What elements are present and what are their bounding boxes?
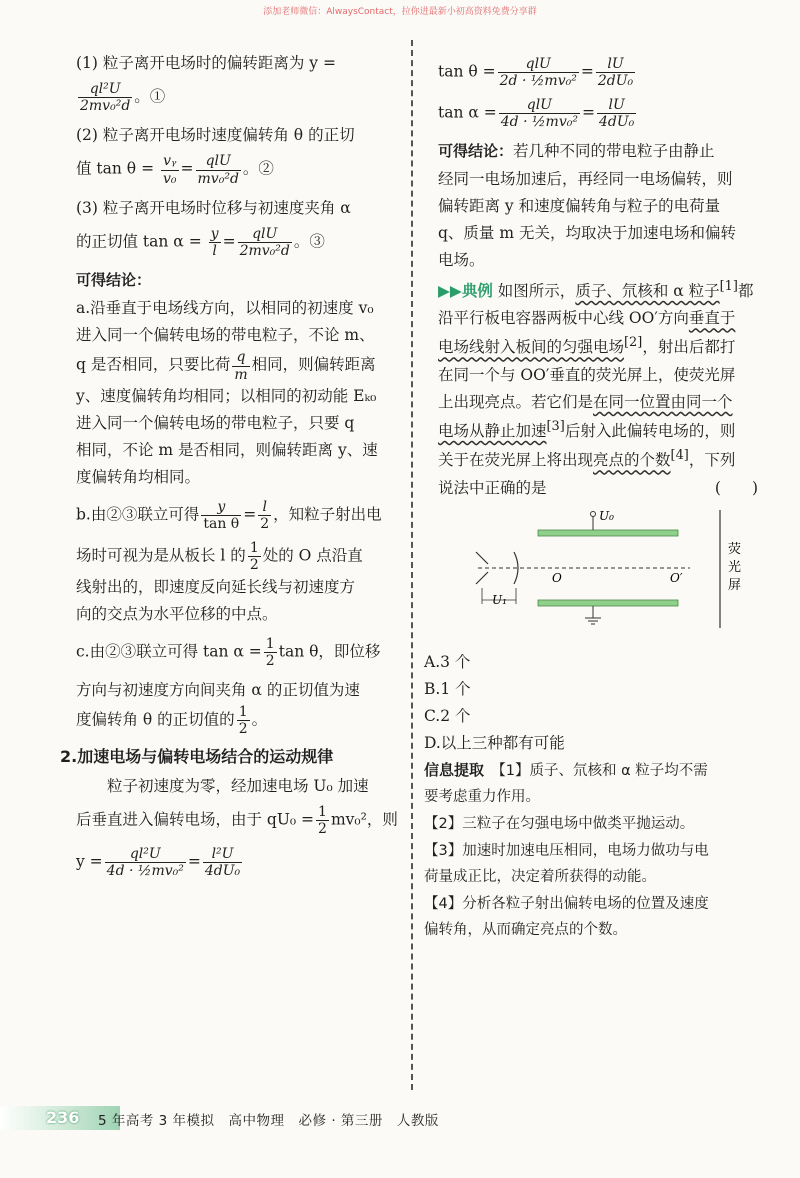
conclusion-b: b.由②③联立可得 $\frac{y}{\text{tan θ}}$ = $\frac{l}{2}$ ，知粒子射出电 xyxy=(76,499,382,533)
screen-label-3: 屏 xyxy=(728,577,742,593)
option-a[interactable]: A.3 个 xyxy=(424,652,471,671)
info-4: 【4】分析各粒子射出偏转电场的位置及速度 偏转角，从而确定亮点的个数。 xyxy=(424,896,709,938)
fraction: $\frac{l}{2}$ xyxy=(260,499,270,533)
option-c[interactable]: C.2 个 xyxy=(424,707,471,725)
fraction: $\frac{1}{2}$ xyxy=(318,804,327,838)
section-2-text: 粒子初速度为零，经加速电场 U₀ 加速 xyxy=(107,777,369,796)
conclusion-c: c.由②③联立可得 tan α = $\frac{1}{2}$ tan θ，即位移 xyxy=(76,635,381,669)
fraction: $\frac{1}{2}$ xyxy=(265,635,275,669)
capacitor-diagram xyxy=(458,508,758,638)
right-conclusion: 可得结论：若几种不同的带电粒子由静止 经同一电场加速后，再经同一电场偏转，则 偏转距离 y 和速度偏转角与粒子的电荷量 q、质量 m 无关，均取决于加速电场和偏转 电场。 xyxy=(438,142,736,269)
label-u1: U₁ xyxy=(492,592,507,607)
screen-label-2: 光 xyxy=(728,559,742,575)
fraction: $\frac{\text{ql²U}}{\text{4d · ½mv₀²}}$ xyxy=(106,845,184,879)
watermark: 添加老师微信：AlwaysContact，拉你进最新小初高资料免费分享群 xyxy=(263,7,537,17)
conclusion-b-cont: 场时可视为是从板长 l 的 $\frac{1}{2}$ 处的 O 点沿直 线射出的，即速度反向延长线与初速度方 向的交点为水平位移的中点。 xyxy=(76,540,363,623)
answer-options xyxy=(424,649,768,758)
example-problem: ▶▶典例 如图所示，质子、氘核和 α 粒子[1]都 沿平行板电容器两板中心线 OO′方向垂直于 电场线射入板间的匀强电场[2]，射出后都打 在同一个与 OO′垂直的荧光屏上，使荧光屏 上出现亮点。若它们是在同一位置由同一个 电场从静止加速[3]后射入此偏转电场的，则 关于在荧光屏上将出现亮点的个数[4]，下列 说法中正确的是 ( ) xyxy=(438,279,758,497)
right-column xyxy=(424,52,768,945)
section-heading-2: 2.加速电场与偏转电场结合的运动规律 xyxy=(60,747,334,767)
point-2: (2) 粒子离开电场时速度偏转角 θ 的正切 xyxy=(76,126,355,145)
lower-plate xyxy=(538,600,678,606)
fraction: $\frac{\text{qlU}}{\text{2d · ½mv₀²}}$ xyxy=(499,56,577,90)
upper-plate xyxy=(538,530,678,536)
conclusion-a: a.沿垂直于电场线方向，以相同的初速度 v₀ 进入同一个偏转电场的带电粒子，不论 m、 q 是否相同，只要比荷 $\frac{q}{m}$ 相同，则偏转距离 y、速度偏转角均相同；以相同的初动能 Eₖ₀ 进入同一个偏转电场的带电粒子，只要 q 相同，不论 m 是否相同，则偏转距离 y、速 度偏转角均相同。 xyxy=(76,299,378,486)
book-title: 5 年高考 3 年模拟 高中物理 必修 · 第三册 人教版 xyxy=(98,1113,439,1129)
page-footer xyxy=(0,1106,800,1130)
fraction: $\frac{\text{qlU}}{\text{4d · ½mv₀²}}$ xyxy=(500,97,578,131)
fraction: $\frac{\text{ql²U}}{\text{2mv₀²d}}$ xyxy=(80,81,131,115)
option-d[interactable]: D.以上三种都有可能 xyxy=(424,734,565,753)
option-b[interactable]: B.1 个 xyxy=(424,679,471,698)
point-3: (3) 粒子离开电场时位移与初速度夹角 α xyxy=(76,198,351,217)
info-2: 【2】三粒子在匀强电场中做类平抛运动。 xyxy=(424,816,695,832)
fraction: $\frac{\text{l²U}}{\text{4dU₀}}$ xyxy=(204,845,241,879)
label-o: O xyxy=(552,570,562,585)
tan-alpha-eq: tan α = $\frac{\text{qlU}}{\text{4d · ½mv₀²}}$ = $\frac{lU}{\text{4dU₀}}$ xyxy=(438,97,635,131)
left-column xyxy=(60,50,401,887)
tan-theta-eq: tan θ = $\frac{\text{qlU}}{\text{2d · ½mv₀²}}$ = $\frac{lU}{\text{2dU₀}}$ xyxy=(438,56,634,90)
formula-1: $\frac{\text{ql²U}}{\text{2mv₀²d}}$ 。① xyxy=(80,81,166,115)
label-u0: U₀ xyxy=(599,508,614,523)
screen-label-1: 荧 xyxy=(728,541,742,557)
fraction: $\frac{\text{qlU}}{\text{mv₀²d}}$ xyxy=(197,153,239,187)
fraction: $\frac{\text{qlU}}{\text{2mv₀²d}}$ xyxy=(239,225,290,259)
formula-2: 值 tan θ = $\frac{\text{vᵧ}}{\text{v₀}}$ = $\frac{\text{qlU}}{\text{mv₀²d}}$ 。② xyxy=(76,153,274,187)
fraction: $\frac{y}{l}$ xyxy=(210,225,219,259)
fraction: $\frac{q}{m}$ xyxy=(234,349,248,383)
info-extraction xyxy=(424,757,768,943)
fraction: $\frac{lU}{\text{2dU₀}}$ xyxy=(597,56,634,90)
terminal-icon xyxy=(591,511,596,516)
section-2-eq: 后垂直进入偏转电场，由于 qU₀ = $\frac{1}{2}$ mv₀²，则 xyxy=(76,804,398,838)
label-o-prime: O′ xyxy=(670,570,683,585)
fraction: $\frac{lU}{\text{4dU₀}}$ xyxy=(598,97,635,131)
formula-3: 的正切值 tan α = $\frac{y}{l}$ = $\frac{\text{qlU}}{\text{2mv₀²d}}$ 。③ xyxy=(76,225,325,259)
point-1: (1) 粒子离开电场时的偏转距离为 y = xyxy=(76,54,336,72)
fraction: $\frac{y}{\text{tan θ}}$ xyxy=(203,499,240,533)
conclusion-heading: 可得结论： xyxy=(76,270,152,289)
fraction: $\frac{1}{2}$ xyxy=(238,704,248,738)
fraction: $\frac{1}{2}$ xyxy=(249,540,259,574)
info-3: 【3】加速时加速电压相同，电场力做功与电 荷量成正比，决定着所获得的动能。 xyxy=(424,843,709,885)
info-1: 信息提取 【1】质子、氘核和 α 粒子均不需 要考虑重力作用。 xyxy=(424,761,708,805)
fraction: $\frac{\text{vᵧ}}{\text{v₀}}$ xyxy=(163,153,177,187)
page-number: 236 xyxy=(46,1108,80,1127)
section-2-y-eq: y = $\frac{\text{ql²U}}{\text{4d · ½mv₀²}}$ = $\frac{\text{l²U}}{\text{4dU₀}}$ xyxy=(76,845,241,879)
conclusion-c-cont: 方向与初速度方向间夹角 α 的正切值为速 度偏转角 θ 的正切值的 $\frac{1}{2}$ 。 xyxy=(76,680,360,738)
example-arrow-icon: ▶▶ xyxy=(438,282,462,301)
column-divider xyxy=(411,40,413,1090)
